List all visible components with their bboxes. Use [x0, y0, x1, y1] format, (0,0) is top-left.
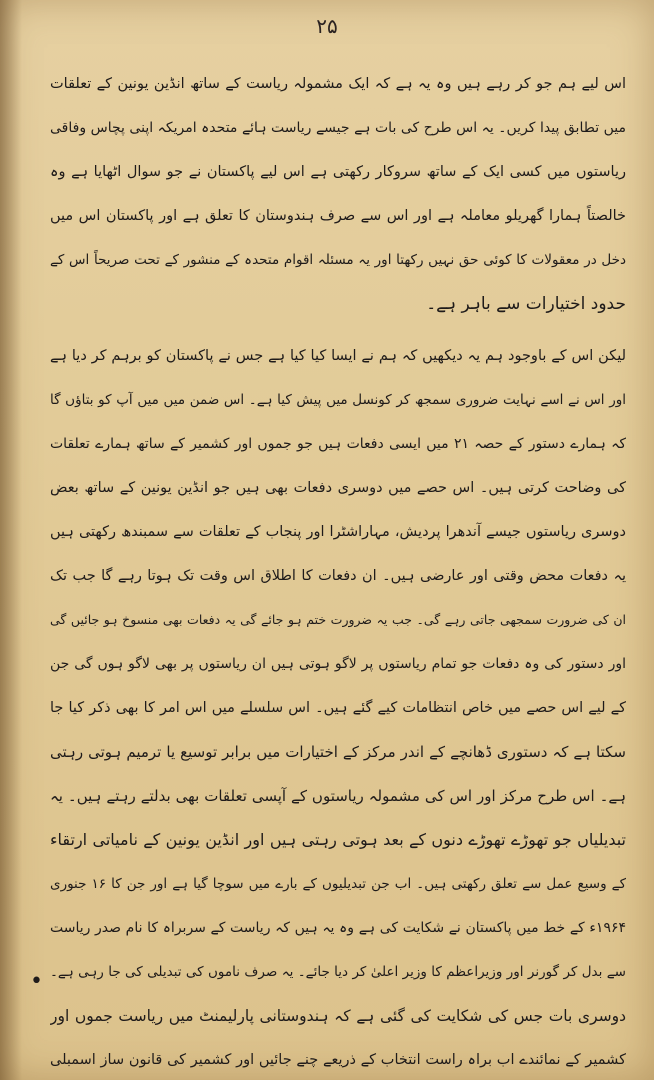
text-line: کے لیے اس حصے میں خاص انتظامات کیے گئے ہیں۔ اس سلسلے میں اس امر کا بھی ذکر کیا جا [50, 700, 626, 716]
text-line: یہ دفعات محض وقتی اور عارضی ہیں۔ ان دفعات کا اطلاق اس وقت تک ہوتا رہے گا جب تک [50, 568, 626, 584]
text-line: کے وسیع عمل سے تعلق رکھتی ہیں۔ اب جن تبدیلیوں کے بارے میں سوچا گیا ہے اور جن کا ۱۶ جنوری [50, 876, 626, 892]
text-line: حدود اختیارات سے باہر ہے۔ [426, 294, 626, 314]
text-line: خالصتاً ہمارا گھریلو معاملہ ہے اور اس سے صرف ہندوستان کا تعلق ہے اور پاکستان اس میں [50, 208, 626, 224]
text-line: لیکن اس کے باوجود ہم یہ دیکھیں کہ ہم نے ایسا کیا کیا ہے جس نے پاکستان کو برہم کر دیا ہے [50, 348, 626, 364]
text-line: دوسری ریاستوں جیسے آندھرا پردیش، مہاراشٹرا اور پنجاب کے تعلقات سے سمبندھ رکھتی ہیں [50, 524, 626, 540]
text-line: کشمیر کے نمائندے اب براہ راست انتخاب کے ذریعے چنے جائیں اور کشمیر کی قانون ساز اسمبلی [50, 1052, 626, 1068]
text-line: کی وضاحت کرتی ہیں۔ اس حصے میں دوسری دفعات بھی ہیں جو انڈین یونین کے ساتھ بعض [50, 480, 626, 496]
binding-shadow [0, 0, 22, 1080]
paragraph-1 [50, 62, 626, 326]
text-line: اور دستور کی وہ دفعات جو تمام ریاستوں پر لاگو ہوتی ہیں ان ریاستوں پر بھی لاگو ہوں گی جن [50, 656, 626, 672]
text-line: اس لیے ہم جو کر رہے ہیں وہ یہ ہے کہ ایک مشمولہ ریاست کے ساتھ انڈین یونین کے تعلقات [50, 76, 626, 92]
text-line: ہے۔ اس طرح مرکز اور اس کی مشمولہ ریاستوں کے آپسی تعلقات بھی بدلتے رہتے ہیں۔ یہ [50, 787, 626, 805]
text-line: ان کی ضرورت سمجھی جاتی رہے گی۔ جب یہ ضرورت ختم ہو جائے گی یہ دفعات بھی منسوخ ہو جائیں گی [50, 612, 626, 627]
text-line: میں تطابق پیدا کریں۔ یہ اس طرح کی بات ہے جیسے ریاست ہائے متحدہ امریکہ اپنی پچاس وفاقی [50, 120, 626, 136]
text-line: ریاستوں میں کسی ایک کے ساتھ سروکار رکھتی ہے اس لیے پاکستان نے جو سوال اٹھایا ہے وہ [50, 164, 626, 180]
text-line: دخل در معقولات کا کوئی حق نہیں رکھتا اور یہ مسئلہ اقوام متحدہ کے منشور کے تحت صریحاً اس کے [50, 252, 626, 268]
bullet-mark: • [30, 969, 43, 994]
text-line: اور اس نے اسے نہایت ضروری سمجھ کر کونسل میں پیش کیا ہے۔ اس ضمن میں میں آپ کو بتاؤں گا [50, 392, 626, 408]
text-line: کہ ہمارے دستور کے حصہ ۲۱ میں ایسی دفعات ہیں جو جموں اور کشمیر کے ساتھ ہمارے تعلقات [50, 436, 626, 452]
text-line: سے بدل کر گورنر اور وزیراعظم کا وزیر اعلیٰ کر دیا جائے۔ یہ صرف ناموں کی تبدیلی کی جا رہی ہے۔ [50, 964, 626, 980]
page-number: ۲۵ [316, 14, 338, 38]
text-line: دوسری بات جس کی شکایت کی گئی ہے کہ ہندوستانی پارلیمنٹ میں ریاست جموں اور [50, 1007, 626, 1025]
text-line: تبدیلیاں جو تھوڑے تھوڑے دنوں کے بعد ہوتی رہتی ہیں اور انڈین یونین کے نامیاتی ارتقاء [50, 830, 626, 849]
text-line: ۱۹۶۴ء کے خط میں پاکستان نے شکایت کی ہے وہ یہ ہیں کہ ریاست کے سربراہ کا نام صدر ریاست [50, 920, 626, 936]
paragraph-2 [50, 334, 626, 994]
paragraph-3 [50, 994, 626, 1080]
text-line: سکتا ہے کہ دستوری ڈھانچے کے اندر مرکز کے اختیارات میں برابر توسیع یا ترمیم ہوتی رہتی [50, 743, 626, 761]
text-body [50, 62, 626, 1070]
